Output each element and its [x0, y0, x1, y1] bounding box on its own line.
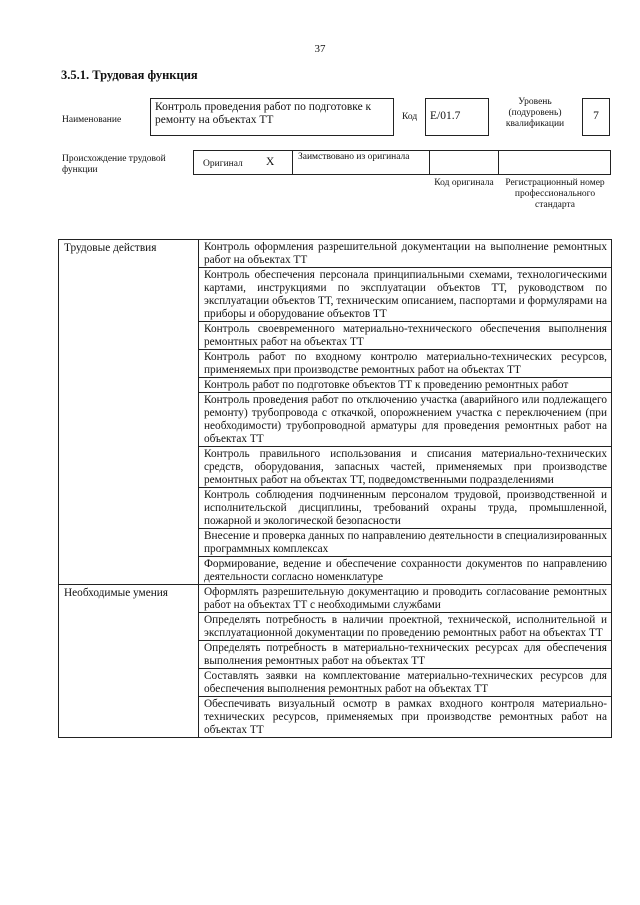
level-label: Уровень (подуровень) квалификации	[505, 97, 565, 129]
item-text: Формирование, ведение и обеспечение сохранности документов по направлению деятельности согласно номенклатуре	[199, 557, 612, 585]
code-original-label: Код оригинала	[434, 178, 494, 188]
table-row	[59, 641, 612, 669]
table-row	[59, 697, 612, 738]
item-text: Обеспечивать визуальный осмотр в рамках входного контроля материально-технических ресурсов, применяемых при производстве ремонтных работ на объектах ТТ	[199, 697, 612, 738]
labor-function-table	[58, 239, 612, 738]
category-label: Трудовые действия	[59, 240, 199, 268]
code-value: E/01.7	[425, 98, 489, 136]
item-text: Определять потребность в материально-технических ресурсах для обеспечения выполнения ремонтных работ на объектах ТТ	[199, 641, 612, 669]
category-cell	[59, 488, 199, 529]
item-text: Контроль соблюдения подчиненным персоналом трудовой, производственной и исполнительской дисциплины, требований охраны труда, промышленной, пожарной и экологической безопасности	[199, 488, 612, 529]
item-text: Контроль работ по входному контролю материально-технических ресурсов, применяемых при производстве ремонтных работ на объектах ТТ	[199, 350, 612, 378]
name-value: Контроль проведения работ по подготовке к ремонту на объектах ТТ	[150, 98, 394, 136]
name-label: Наименование	[62, 115, 122, 125]
category-cell	[59, 641, 199, 669]
category-cell	[59, 557, 199, 585]
item-text: Контроль оформления разрешительной документации на выполнение ремонтных работ на объектах ТТ	[199, 240, 612, 268]
table-row	[59, 529, 612, 557]
category-cell	[59, 613, 199, 641]
category-cell	[59, 669, 199, 697]
category-cell	[59, 393, 199, 447]
category-cell	[59, 350, 199, 378]
section-title: 3.5.1. Трудовая функция	[61, 68, 198, 82]
table-row	[59, 613, 612, 641]
category-label: Необходимые умения	[59, 585, 199, 613]
table-row	[59, 378, 612, 393]
item-text: Составлять заявки на комплектование материально-технических ресурсов для обеспечения выполнения ремонтных работ на объектах ТТ	[199, 669, 612, 697]
original-label: Оригинал	[203, 159, 243, 169]
table-row	[59, 350, 612, 378]
item-text: Контроль своевременного материально-технического обеспечения выполнения ремонтных работ на объектах ТТ	[199, 322, 612, 350]
item-text: Оформлять разрешительную документацию и проводить согласование ремонтных работ на объектах ТТ с необходимыми службами	[199, 585, 612, 613]
page-number: 37	[314, 43, 326, 55]
item-text: Контроль проведения работ по отключению участка (аварийного или подлежащего ремонту) трубопровода с откачкой, опорожнением участка с переключением (при необходимости) трубопроводной арматуры для проведения ремонтных работ на объектах ТТ	[199, 393, 612, 447]
item-text: Контроль правильного использования и списания материально-технических средств, оборудования, запасных частей, применяемых при производстве ремонтных работ на объектах ТТ, подведомственными подразделениями	[199, 447, 612, 488]
table-row	[59, 488, 612, 529]
category-cell	[59, 529, 199, 557]
origin-label: Происхождение трудовой функции	[62, 154, 166, 175]
table-row	[59, 585, 612, 613]
category-cell	[59, 697, 199, 738]
borrowed-label: Заимствовано из оригинала	[298, 152, 410, 162]
table-row	[59, 447, 612, 488]
table-row	[59, 669, 612, 697]
item-text: Контроль работ по подготовке объектов ТТ к проведению ремонтных работ	[199, 378, 612, 393]
item-text: Внесение и проверка данных по направлению деятельности в специализированных программных комплексах	[199, 529, 612, 557]
item-text: Определять потребность в наличии проектной, технической, исполнительной и эксплуатационной документации по проведению ремонтных работ на объектах ТТ	[199, 613, 612, 641]
original-mark: X	[266, 156, 275, 168]
code-original-cell	[429, 150, 499, 175]
category-cell	[59, 268, 199, 322]
category-cell	[59, 447, 199, 488]
table-row	[59, 322, 612, 350]
category-cell	[59, 322, 199, 350]
table-row	[59, 268, 612, 322]
level-value: 7	[582, 98, 610, 136]
item-text: Контроль обеспечения персонала принципиальными схемами, технологическими картами, инструкциями по эксплуатации объектов ТТ, руководством по эксплуатации объектов ТТ, техническим описанием, паспортами и формулярами на приборы и оборудование объектов ТТ	[199, 268, 612, 322]
table-row	[59, 393, 612, 447]
table-row	[59, 557, 612, 585]
code-label: Код	[402, 112, 418, 122]
table-row	[59, 240, 612, 268]
reg-number-label: Регистрационный номер профессионального стандарта	[505, 178, 605, 210]
category-cell	[59, 378, 199, 393]
